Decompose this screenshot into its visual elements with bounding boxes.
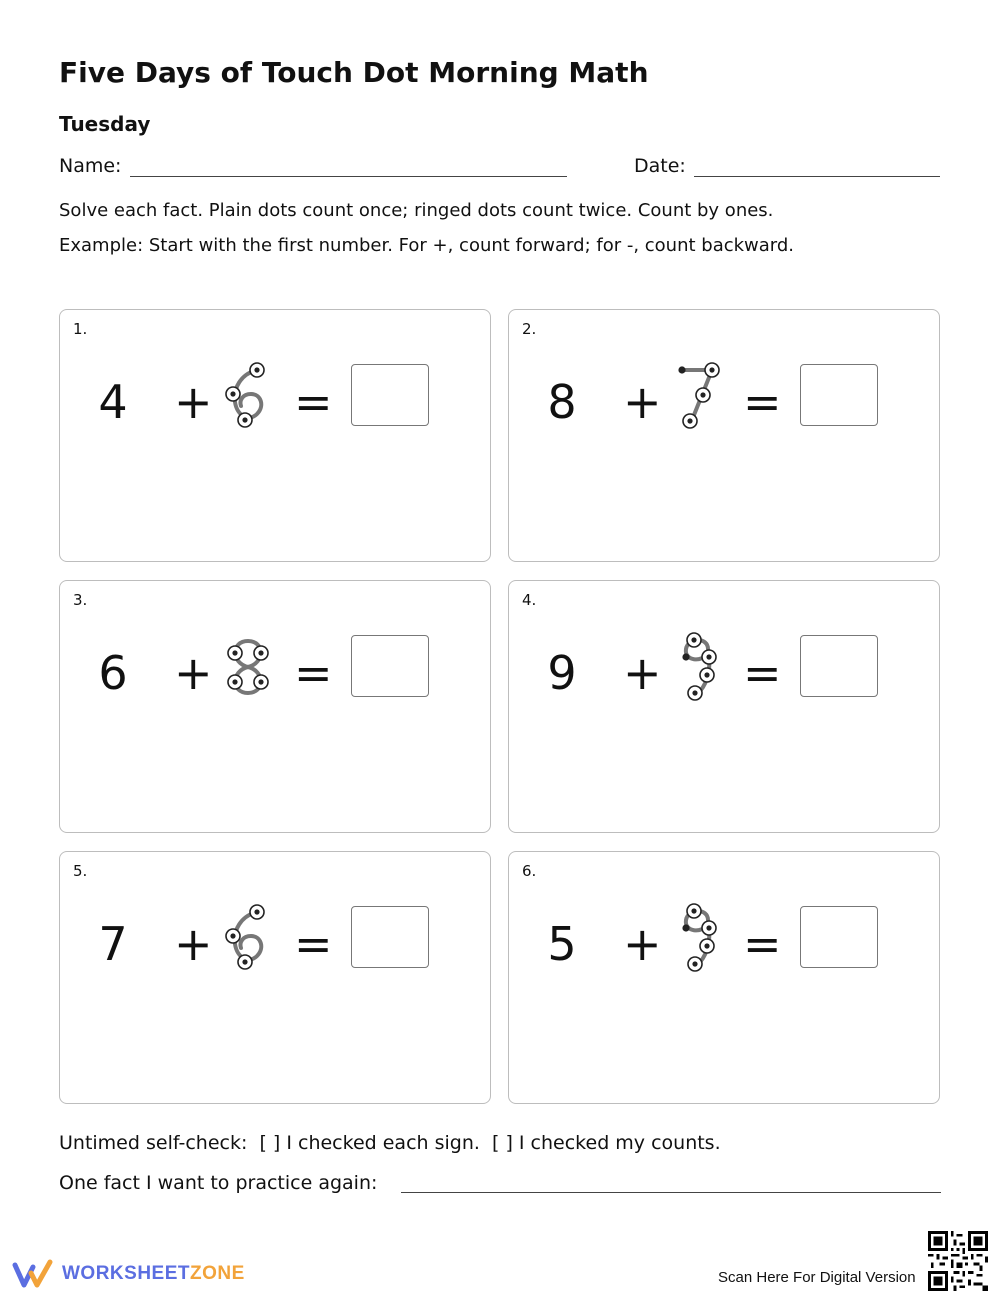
problem-card-1 (59, 309, 491, 562)
worksheetzone-logo-icon (12, 1259, 56, 1289)
problem-number: 1. (73, 320, 88, 338)
day-heading: Tuesday (59, 112, 151, 136)
date-field[interactable] (694, 176, 940, 177)
answer-box[interactable] (800, 364, 878, 426)
brand-logo (12, 1259, 245, 1289)
plus-sign: + (174, 917, 213, 971)
answer-box[interactable] (800, 906, 878, 968)
answer-box[interactable] (351, 635, 429, 697)
answer-box[interactable] (351, 906, 429, 968)
equals-sign: = (294, 917, 333, 971)
instruction-line-2: Example: Start with the first number. For +, count forward; for -, count backward. (59, 235, 795, 256)
touch-dot-eight-icon (223, 627, 273, 707)
answer-box[interactable] (351, 364, 429, 426)
touch-dot-six-icon (223, 356, 273, 436)
problem-number: 6. (522, 862, 537, 880)
equals-sign: = (743, 917, 782, 971)
scan-caption: Scan Here For Digital Version (718, 1269, 916, 1286)
qr-code-icon[interactable] (928, 1231, 988, 1291)
problem-card-6 (508, 851, 940, 1104)
problem-number: 5. (73, 862, 88, 880)
instruction-line-1: Solve each fact. Plain dots count once; ringed dots count twice. Count by ones. (59, 200, 774, 221)
practice-again-field[interactable] (401, 1192, 941, 1193)
problem-number: 4. (522, 591, 537, 609)
touch-dot-nine-icon (672, 627, 722, 707)
first-number: 9 (547, 646, 577, 700)
first-number: 8 (547, 375, 577, 429)
plus-sign: + (623, 375, 662, 429)
answer-box[interactable] (800, 635, 878, 697)
plus-sign: + (623, 917, 662, 971)
first-number: 6 (98, 646, 128, 700)
practice-again-label: One fact I want to practice again: (59, 1172, 378, 1194)
touch-dot-six-icon (223, 898, 273, 978)
name-field[interactable] (130, 176, 567, 177)
first-number: 5 (547, 917, 577, 971)
plus-sign: + (174, 375, 213, 429)
self-check-line: Untimed self-check: [ ] I checked each sign. [ ] I checked my counts. (59, 1132, 721, 1154)
problem-number: 2. (522, 320, 537, 338)
equals-sign: = (743, 375, 782, 429)
equals-sign: = (743, 646, 782, 700)
equals-sign: = (294, 375, 333, 429)
problem-card-2 (508, 309, 940, 562)
first-number: 4 (98, 375, 128, 429)
problem-card-5 (59, 851, 491, 1104)
touch-dot-nine-icon (672, 898, 722, 978)
page-title: Five Days of Touch Dot Morning Math (59, 56, 649, 89)
first-number: 7 (98, 917, 128, 971)
problem-card-3 (59, 580, 491, 833)
name-label: Name: (59, 155, 122, 177)
plus-sign: + (623, 646, 662, 700)
problem-number: 3. (73, 591, 88, 609)
plus-sign: + (174, 646, 213, 700)
brand-name (62, 1263, 245, 1285)
problem-card-4 (508, 580, 940, 833)
equals-sign: = (294, 646, 333, 700)
brand-part-2: ZONE (190, 1263, 245, 1284)
touch-dot-seven-icon (672, 356, 722, 436)
brand-part-1: WORKSHEET (62, 1263, 190, 1284)
date-label: Date: (634, 155, 686, 177)
